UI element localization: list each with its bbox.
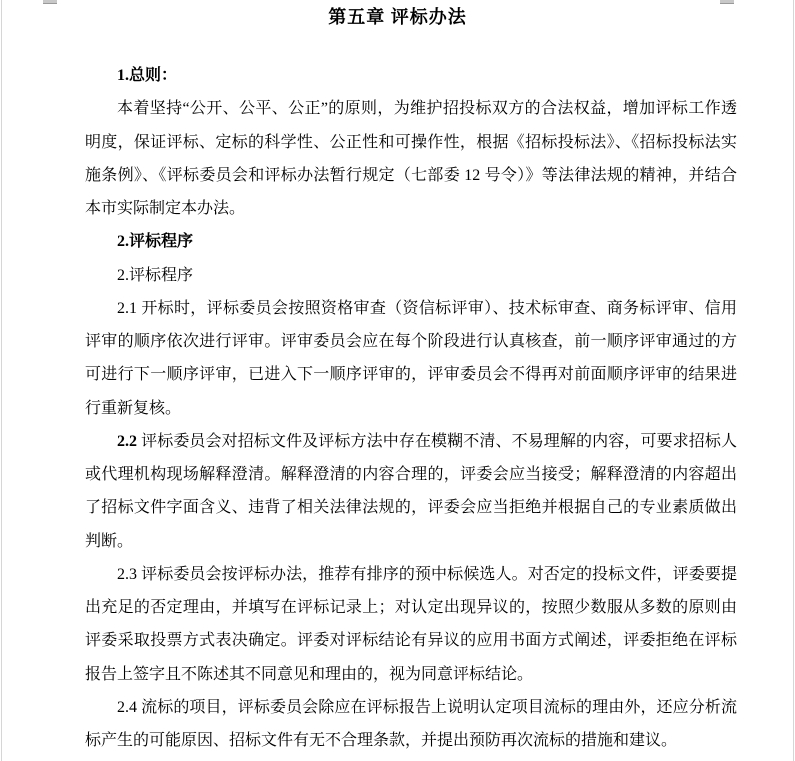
page-edge-marker-left xyxy=(43,0,57,4)
paragraph-2-2-number: 2.2 xyxy=(117,432,137,450)
chapter-title: 第五章 评标办法 xyxy=(328,7,467,27)
document-body xyxy=(85,59,737,757)
paragraph-2-2 xyxy=(85,425,737,558)
paragraph-2-2-text: 评标委员会对招标文件及评标方法中存在模糊不清、不易理解的内容，可要求招标人或代理机构现场解释澄清。解释澄清的内容合理的，评委会应当接受；解释澄清的内容超出了招标文件字面含义、违背了相关法律法规的，评委会应当拒绝并根据自己的专业素质做出判断。 xyxy=(85,432,737,550)
paragraph-2-4: 2.4 流标的项目，评标委员会除应在评标报告上说明认定项目流标的理由外，还应分析流标产生的可能原因、招标文件有无不合理条款，并提出预防再次流标的措施和建议。 xyxy=(85,698,737,749)
page-right-edge xyxy=(793,0,794,761)
section-heading-procedure: 2.评标程序 xyxy=(117,233,194,251)
page-edge-marker-right xyxy=(720,0,734,4)
paragraph-general-principles: 本着坚持“公开、公平、公正”的原则，为维护招投标双方的合法权益，增加评标工作透明度，保证评标、定标的科学性、公正性和可操作性，根据《招标投标法》、《招标投标法实施条例》、《评标委员会和评标办法暂行规定（七部委 12 号令）》等法律法规的精神，并结合本市实际制定本办法。 xyxy=(85,100,737,217)
paragraph-2-1: 2.1 开标时，评标委员会按照资格审查（资信标评审）、技术标审查、商务标评审、信用评审的顺序依次进行评审。评审委员会应在每个阶段进行认真核查，前一顺序评审通过的方可进行下一顺序评审，已进入下一顺序评审的，评审委员会不得再对前面顺序评审的结果进行重新复核。 xyxy=(85,299,737,417)
paragraph-procedure-subtitle: 2.评标程序 xyxy=(117,266,194,284)
paragraph-2-3: 2.3 评标委员会按评标办法，推荐有排序的预中标候选人。对否定的投标文件，评委要提出充足的否定理由，并填写在评标记录上；对认定出现异议的，按照少数服从多数的原则由评委采取投票方式表决确定。评委对评标结论有异议的应用书面方式阐述，评委拒绝在评标报告上签字且不陈述其不同意见和理由的，视为同意评标结论。 xyxy=(85,565,737,683)
page-left-edge xyxy=(1,0,2,761)
section-heading-general: 1.总则： xyxy=(117,67,178,84)
